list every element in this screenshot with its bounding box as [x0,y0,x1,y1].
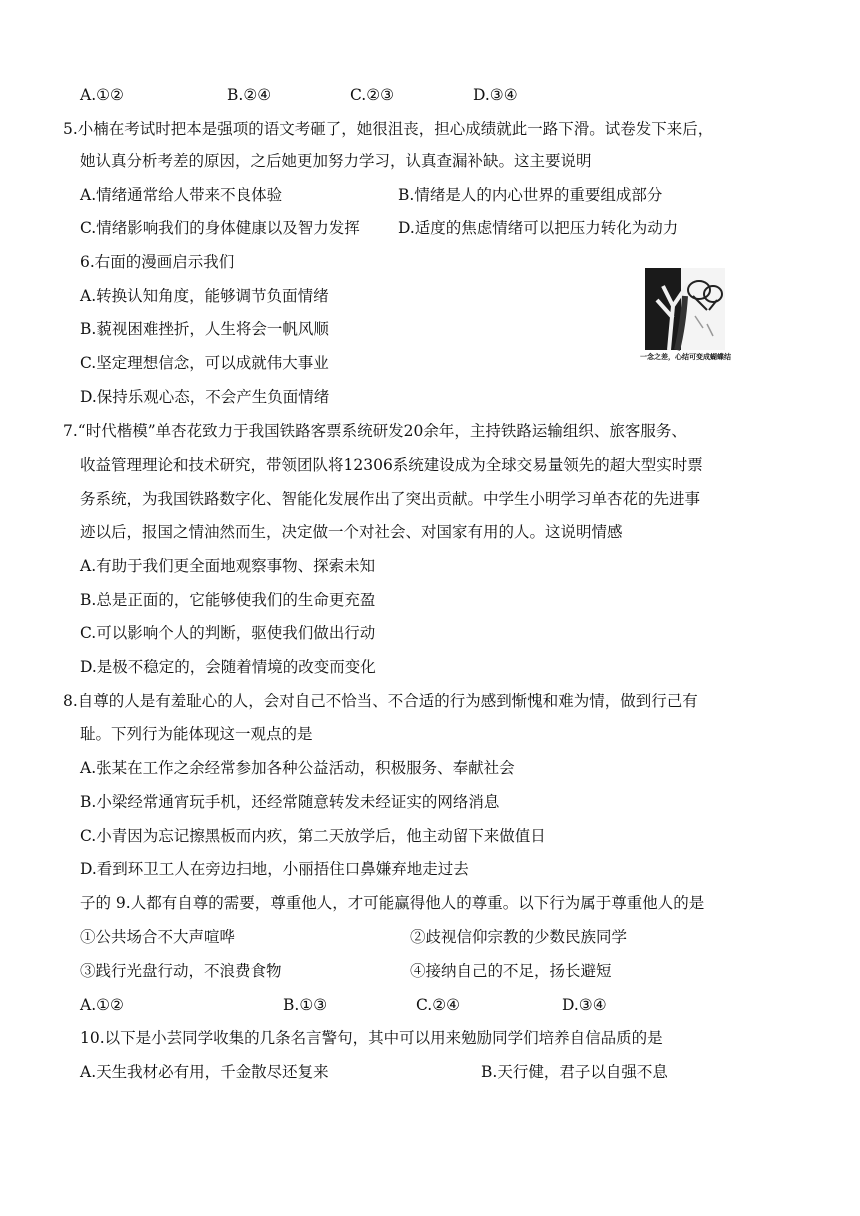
q4-option-a: A.①② [80,86,124,104]
q4-option-d: D.③④ [473,86,518,104]
q5-option-a: A.情绪通常给人带来不良体验 [80,186,283,204]
q9-option-c: C.②④ [416,996,461,1014]
q8-stem-line1: 8.自尊的人是有羞耻心的人，会对自己不恰当、不合适的行为感到惭愧和难为情，做到行己有 [63,692,698,710]
q9-item-4: ④接纳自己的不足，扬长避短 [410,962,612,980]
q8-stem-line2: 耻。下列行为能体现这一观点的是 [80,725,313,743]
q9-option-d: D.③④ [562,996,607,1014]
q7-option-a: A.有助于我们更全面地观察事物、探索未知 [80,557,376,575]
q10-stem: 10.以下是小芸同学收集的几条名言警句，其中可以用来勉励同学们培养自信品质的是 [80,1029,663,1047]
q6-option-a: A.转换认知角度，能够调节负面情绪 [80,287,329,305]
q8-option-a: A.张某在工作之余经常参加各种公益活动，积极服务、奉献社会 [80,759,515,777]
q6-option-d: D.保持乐观心态，不会产生负面情绪 [80,388,330,406]
comic-caption: 一念之差，心结可变成蝴蝶结 [640,353,731,361]
q7-stem-line4: 迹以后，报国之情油然而生，决定做一个对社会、对国家有用的人。这说明情感 [80,523,623,541]
q9-option-a: A.①② [80,996,124,1014]
q6-stem: 6.右面的漫画启示我们 [80,253,235,271]
q8-option-d: D.看到环卫工人在旁边扫地，小丽捂住口鼻嫌弃地走过去 [80,860,469,878]
q6-option-c: C.坚定理想信念，可以成就伟大事业 [80,354,329,372]
q9-item-2: ②歧视信仰宗教的少数民族同学 [410,928,628,946]
q5-option-d: D.适度的焦虑情绪可以把压力转化为动力 [398,219,679,237]
q4-option-b: B.②④ [227,86,272,104]
q9-option-b: B.①③ [283,996,328,1014]
q10-option-a: A.天生我材必有用，千金散尽还复来 [80,1063,329,1081]
q7-option-d: D.是极不稳定的，会随着情境的改变而变化 [80,658,376,676]
q7-stem-line2: 收益管理理论和技术研究，带领团队将12306系统建设成为全球交易量领先的超大型实时票 [80,456,703,474]
q9-item-3: ③践行光盘行动，不浪费食物 [80,962,282,980]
q6-option-b: B.藐视困难挫折，人生将会一帆风顺 [80,320,329,338]
q7-option-c: C.可以影响个人的判断，驱使我们做出行动 [80,624,376,642]
q5-option-c: C.情绪影响我们的身体健康以及智力发挥 [80,219,360,237]
q5-stem-line2: 她认真分析考差的原因，之后她更加努力学习，认真查漏补缺。这主要说明 [80,152,592,170]
q7-stem-line3: 务系统，为我国铁路数字化、智能化发展作出了突出贡献。中学生小明学习单杏花的先进事 [80,490,701,508]
q9-item-1: ①公共场合不大声喧哗 [80,928,236,946]
comic-illustration [633,266,738,369]
q5-option-b: B.情绪是人的内心世界的重要组成部分 [398,186,663,204]
q8-option-b: B.小梁经常通宵玩手机，还经常随意转发未经证实的网络消息 [80,793,500,811]
q10-option-b: B.天行健，君子以自强不息 [481,1063,668,1081]
q7-stem-line1: 7.“时代楷模”单杏花致力于我国铁路客票系统研发20余年，主持铁路运输组织、旅客服务、 [63,422,687,440]
q4-option-c: C.②③ [350,86,395,104]
q7-option-b: B.总是正面的，它能够使我们的生命更充盈 [80,591,376,609]
q8-option-c: C.小青因为忘记擦黑板而内疚，第二天放学后，他主动留下来做值日 [80,827,546,845]
q9-stem: 子的 9.人都有自尊的需要，尊重他人，才可能赢得他人的尊重。以下行为属于尊重他人的是 [80,894,705,912]
q5-stem-line1: 5.小楠在考试时把本是强项的语文考砸了，她很沮丧，担心成绩就此一路下滑。试卷发下来后， [63,120,714,138]
